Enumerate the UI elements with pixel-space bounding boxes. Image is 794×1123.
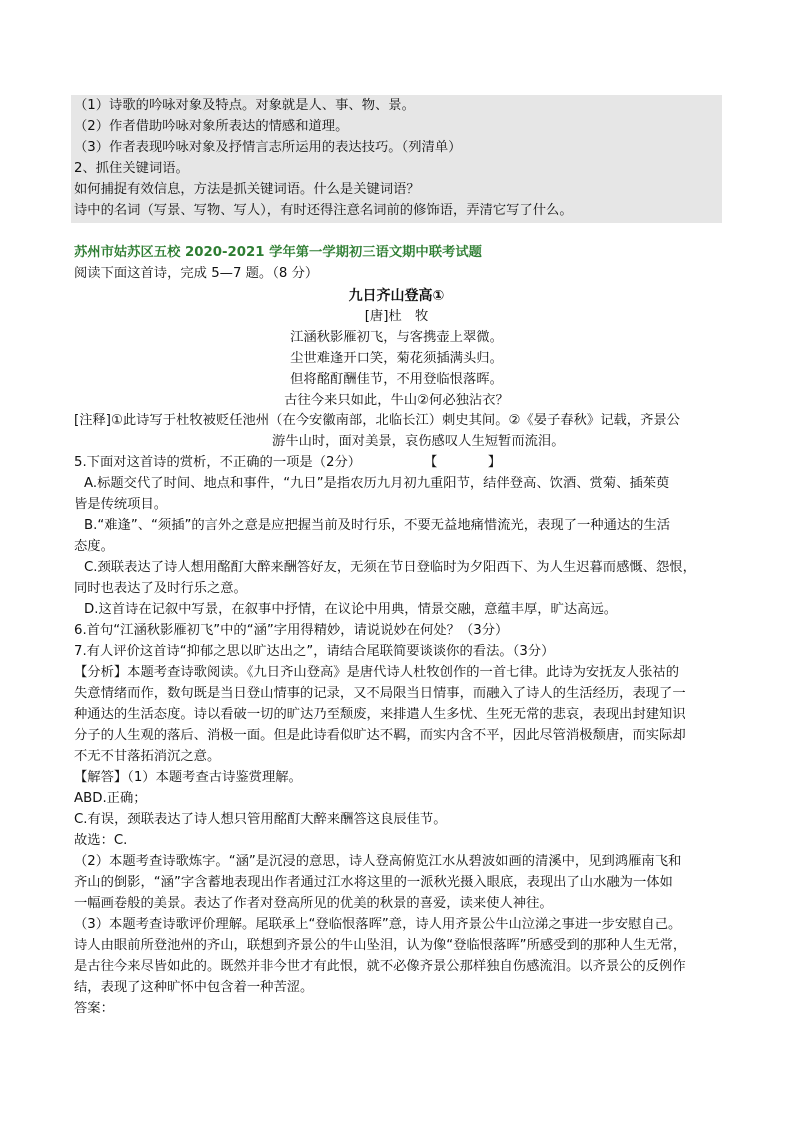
option-a: A.标题交代了时间、地点和事件，“九日”是指农历九月初九重阳节，结伴登高、饮酒、赏菊、插茱萸 [84,476,670,491]
exam-source: 苏州市姑苏区五校 2020-2021 学年第一学期初三语文期中联考试题 [74,245,482,260]
answer-line: （2）本题考查诗歌炼字。“涵”是沉浸的意思，诗人登高俯览江水从碧波如画的清溪中，见到鸿雁南飞和 [74,854,682,869]
answer-line: （3）本题考查诗歌评价理解。尾联承上“登临恨落晖”意，诗人用齐景公牛山泣涕之事进一步安慰自己。 [74,917,682,932]
answer-line: C.有误，颈联表达了诗人想只管用酩酊大醉来酬答这良辰佳节。 [74,812,447,827]
summary-line: 诗中的名词（写景、写物、写人），有时还得注意名词前的修饰语，弄清它写了什么。 [74,203,573,218]
option-a: 皆是传统项目。 [74,497,168,512]
poem-note: 游牛山时，面对美景，哀伤感叹人生短暂而流泪。 [272,434,565,449]
answer-line: 齐山的倒影，“涵”字含蓄地表现出作者通过江水将这里的一派秋光摄入眼底，表现出了山水融为一体如 [74,875,673,890]
option-b: B.“难逢”、“须插”的言外之意是应把握当前及时行乐，不要无益地痛惜流光，表现了一种通达的生活 [84,518,671,533]
summary-line: 如何捕捉有效信息，方法是抓关键词语。什么是关键词语？ [74,182,420,197]
summary-line: （3）作者表现吟咏对象及抒情言志所运用的表达技巧。（列清单） [74,140,462,155]
answer-line: 一幅画卷般的美景。表达了作者对登高所见的优美的秋景的喜爱，读来使人神往。 [74,896,553,911]
poem-note: [注释]①此诗写于杜牧被贬任池州（在今安徽南部，北临长江）刺史其间。②《晏子春秋》记载，齐景公 [74,413,680,428]
analysis-line: 不无不甘落拓消沉之意。 [74,749,221,764]
analysis-line: 失意情绪而作，数句既是当日登山情事的记录，又不局限当日情事，而融入了诗人的生活经历，表现了一 [74,686,686,701]
poem-line: 古往今来只如此，牛山②何必独沾衣？ [284,393,509,408]
analysis-line: 【分析】本题考查诗歌阅读。《九日齐山登高》是唐代诗人杜牧创作的一首七律。此诗为安抚友人张祜的 [74,665,680,680]
analysis-line: 分子的人生观的落后、消极一面。但是此诗看似旷达不羁，而实内含不平，因此尽管消极颓唐，而实际却 [74,728,686,743]
summary-line: 2、抓住关键词语。 [74,161,189,176]
option-b: 态度。 [74,539,114,554]
answer-line: 答案： [74,1001,114,1016]
answer-line: ABD.正确； [74,791,147,806]
poem-author: [唐]杜 牧 [364,309,429,324]
analysis-line: 种通达的生活态度。诗以看破一切的旷达乃至颓废，来排遣人生多忧、生死无常的悲哀，表现出封建知识 [74,707,686,722]
question-6: 6.首句“江涵秋影雁初飞”中的“涵”字用得精妙，请说说妙在何处？（3分） [74,623,509,638]
option-c: 同时也表达了及时行乐之意。 [74,581,247,596]
poem-line: 尘世难逢开口笑，菊花须插满头归。 [290,351,503,366]
answer-line: 故选：C. [74,833,128,848]
answer-line: 诗人由眼前所登池州的齐山，联想到齐景公的牛山坠泪，认为像“登临恨落晖”所感受到的那种人生无常， [74,938,687,953]
option-c: C.颈联表达了诗人想用酩酊大醉来酬答好友，无须在节日登临时为夕阳西下、为人生迟暮而感慨、怨恨， [84,560,696,575]
poem-line: 但将酩酊酬佳节，不用登临恨落晖。 [290,372,503,387]
summary-line: （1）诗歌的吟咏对象及特点。对象就是人、事、物、景。 [74,98,415,113]
question-7: 7.有人评价这首诗“抑郁之思以旷达出之”，请结合尾联简要谈谈你的看法。（3分） [74,644,555,659]
answer-line: 【解答】（1）本题考查古诗鉴赏理解。 [74,770,302,785]
answer-bracket: 【 】 [424,455,510,470]
option-d: D.这首诗在记叙中写景，在叙事中抒情，在议论中用典，情景交融，意蕴丰厚，旷达高远。 [84,602,618,617]
summary-line: （2）作者借助吟咏对象所表达的情感和道理。 [74,119,349,134]
answer-line: 是古往今来尽皆如此的。既然并非今世才有此恨，就不必像齐景公那样独自伤感流泪。以齐景公的反例作 [74,959,686,974]
poem-line: 江涵秋影雁初飞，与客携壶上翠微。 [290,330,503,345]
question-5: 5.下面对这首诗的赏析，不正确的一项是（2分） [74,455,362,470]
exam-instruction: 阅读下面这首诗，完成 5—7 题。（8 分） [74,266,319,281]
poem-title: 九日齐山登高① [348,288,445,304]
answer-line: 结，表现了这种旷怀中包含着一种苦涩。 [74,980,314,995]
